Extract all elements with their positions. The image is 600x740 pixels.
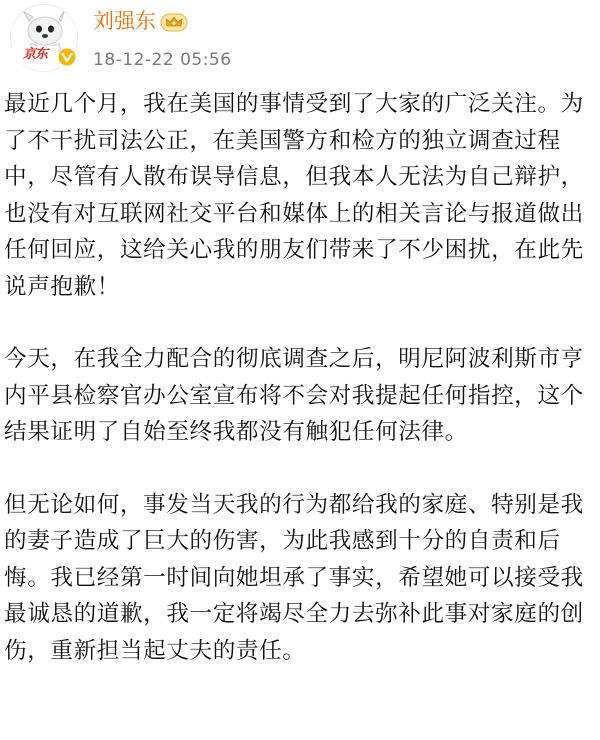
- brand-badge: 京东: [12, 46, 58, 64]
- post-paragraph-2: 今天，在我全力配合的彻底调查之后，明尼阿波利斯市亨内平县检察官办公室宣布将不会对我提起任何指控，这个结果证明了自始至终我都没有触犯任何法律。: [4, 346, 584, 445]
- username[interactable]: 刘强东: [93, 9, 156, 33]
- post-paragraph-3: 但无论如何，事发当天我的行为都给我的家庭、特别是我的妻子造成了巨大的伤害，为此我感到十分的自责和后悔。我已经第一时间向她坦承了事实，希望她可以接受我最诚恳的道歉，我一定将竭尽全力去弥补此事对家庭的创伤，重新担当起丈夫的责任。: [4, 491, 584, 664]
- post-paragraph-1: 最近几个月，我在美国的事情受到了大家的广泛关注。为了不干扰司法公正，在美国警方和检方的独立调查过程中，尽管有人散布误导信息，但我本人无法为自己辩护，也没有对互联网社交平台和媒体上的相关言论与报道做出任何回应，这给关心我的朋友们带来了不少困扰，在此先说声抱歉！: [4, 91, 584, 300]
- post-header: [0, 0, 600, 86]
- post-body: [4, 86, 596, 669]
- vip-crown-icon[interactable]: [160, 11, 188, 33]
- verified-badge-icon: [58, 48, 76, 66]
- post-timestamp: 18-12-22 05:56: [93, 50, 232, 70]
